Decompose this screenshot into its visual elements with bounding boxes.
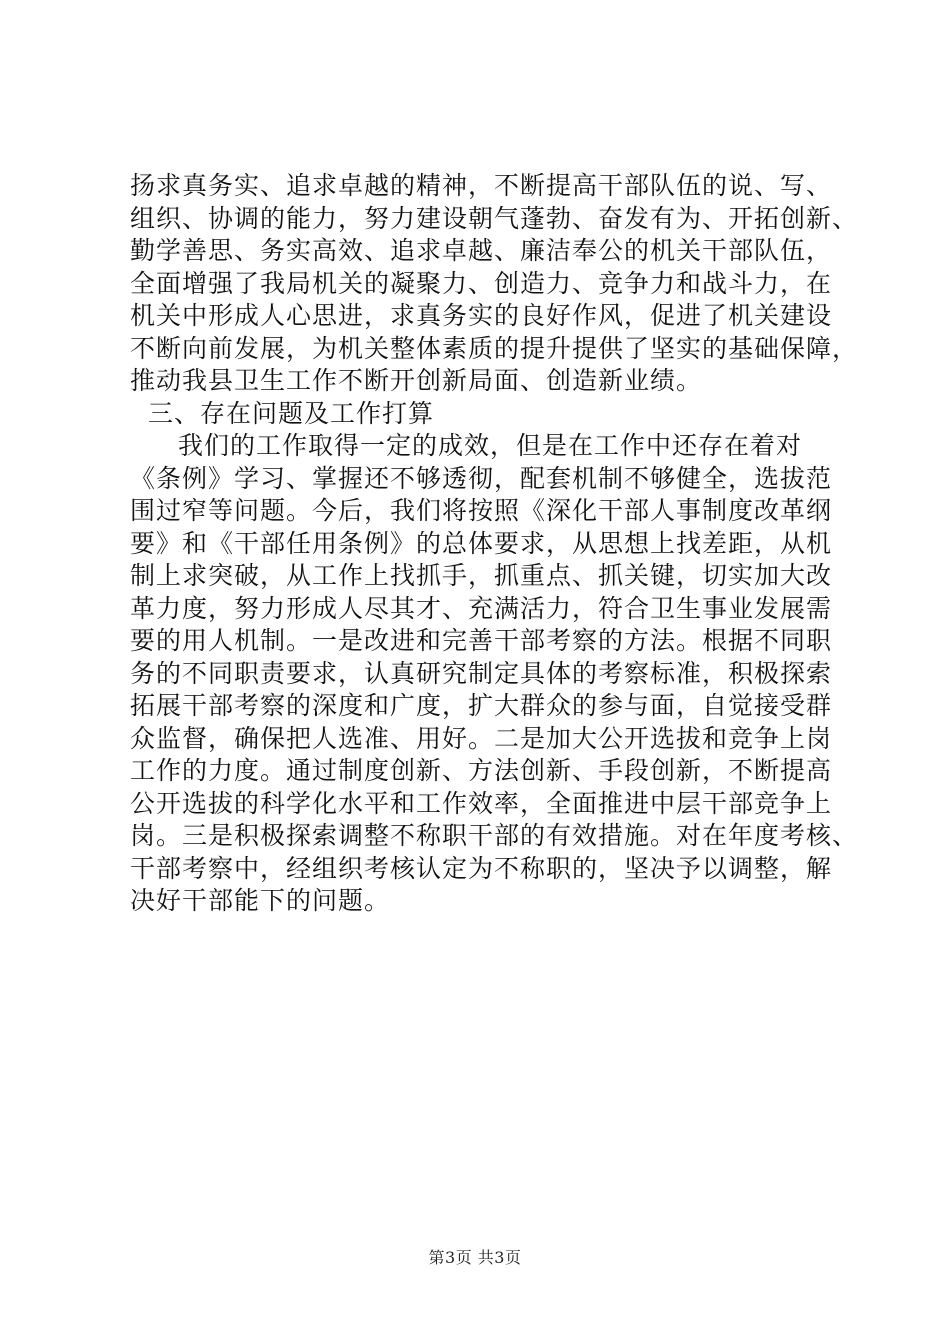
section-heading: 三、存在问题及工作打算 (148, 398, 435, 428)
paragraph-line: 组织、协调的能力，努力建设朝气蓬勃、奋发有为、开拓创新、 (130, 203, 859, 233)
paragraph-line: 推动我县卫生工作不断开创新局面、创造新业绩。 (130, 366, 703, 395)
paragraph-line: 工作的力度。通过制度创新、方法创新、手段创新，不断提高 (130, 756, 833, 785)
paragraph-line: 要的用人机制。一是改进和完善干部考察的方法。根据不同职 (130, 626, 833, 655)
paragraph-line: 革力度，努力形成人尽其才、充满活力，符合卫生事业发展需 (130, 593, 833, 623)
paragraph-line: 要》和《干部任用条例》的总体要求，从思想上找差距，从机 (130, 528, 833, 558)
paragraph-line: 我们的工作取得一定的成效，但是在工作中还存在着对 (178, 431, 803, 460)
paragraph-line: 公开选拔的科学化水平和工作效率，全面推进中层干部竞争上 (130, 788, 833, 818)
paragraph-line: 岗。三是积极探索调整不称职干部的有效措施。对在年度考核、 (130, 821, 859, 850)
paragraph-line: 扬求真务实、追求卓越的精神，不断提高干部队伍的说、写、 (130, 171, 833, 200)
document-body (130, 170, 859, 918)
page-number-footer: 第3页 共3页 (428, 1248, 522, 1267)
paragraph-line: 《条例》学习、掌握还不够透彻，配套机制不够健全，选拔范 (130, 463, 833, 493)
paragraph-line: 制上求突破，从工作上找抓手，抓重点、抓关键，切实加大改 (130, 561, 833, 590)
paragraph-line: 拓展干部考察的深度和广度，扩大群众的参与面，自觉接受群 (130, 691, 833, 720)
paragraph-line: 机关中形成人心思进，求真务实的良好作风，促进了机关建设 (130, 301, 833, 330)
paragraph-line: 围过窄等问题。今后，我们将按照《深化干部人事制度改革纲 (130, 496, 833, 525)
paragraph-line: 务的不同职责要求，认真研究制定具体的考察标准，积极探索 (130, 658, 833, 688)
paragraph-line: 众监督，确保把人选准、用好。二是加大公开选拔和竞争上岗 (130, 723, 833, 753)
paragraph-line: 勤学善思、务实高效、追求卓越、廉洁奉公的机关干部队伍， (130, 236, 833, 265)
paragraph-line: 干部考察中，经组织考核认定为不称职的，坚决予以调整，解 (130, 853, 833, 883)
paragraph-line: 决好干部能下的问题。 (130, 886, 391, 915)
paragraph-line: 全面增强了我局机关的凝聚力、创造力、竞争力和战斗力，在 (130, 268, 833, 298)
paragraph-line: 不断向前发展，为机关整体素质的提升提供了坚实的基础保障， (130, 333, 859, 363)
